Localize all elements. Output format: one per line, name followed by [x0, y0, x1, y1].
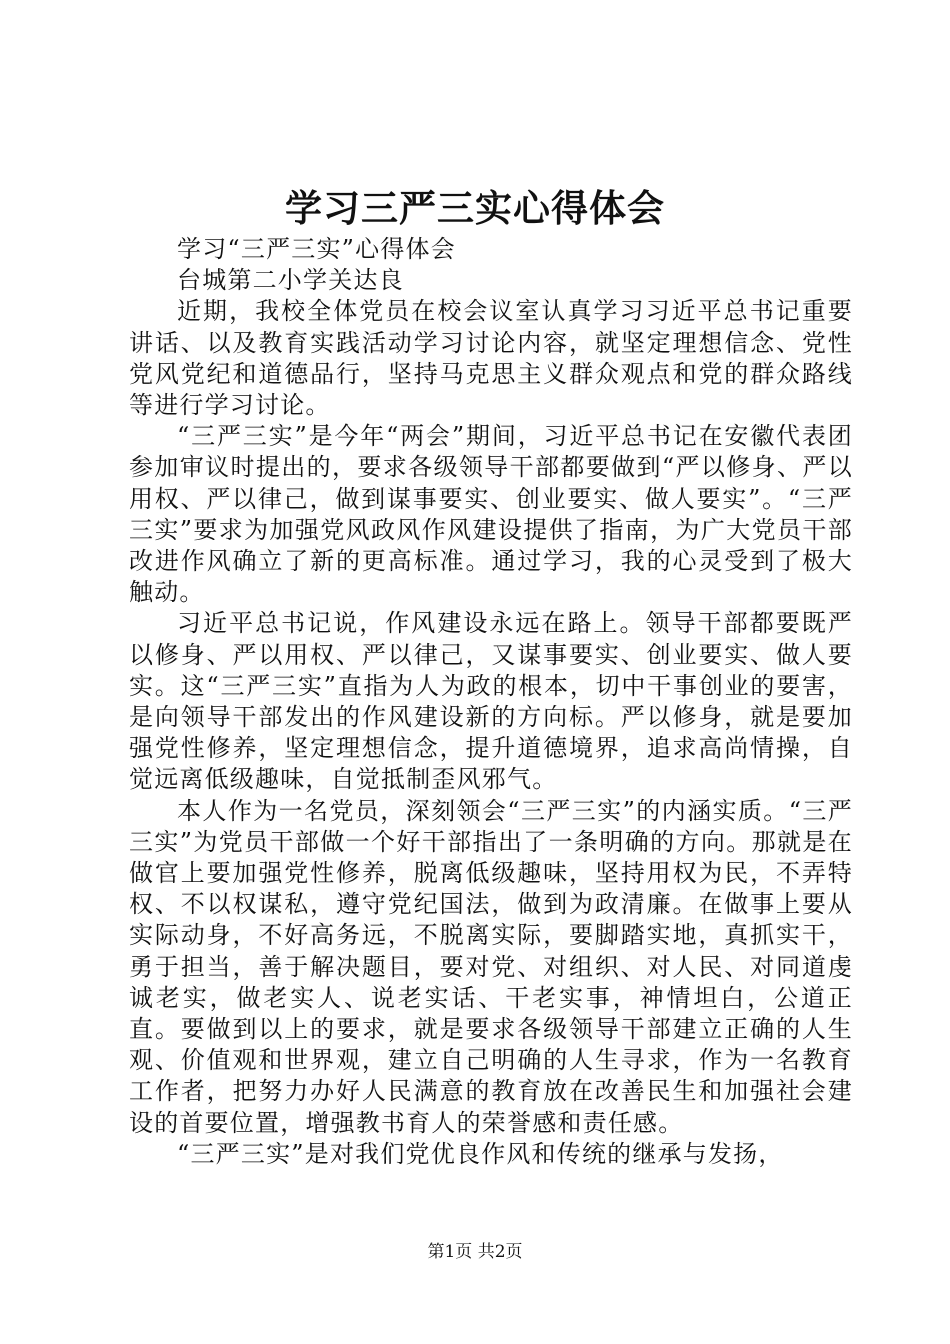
paragraph-author: 台城第二小学关达良: [177, 266, 404, 295]
document-body: [129, 234, 853, 1170]
document-title: 学习三严三实心得体会: [285, 186, 665, 230]
paragraph-body: 习近平总书记说，作风建设永远在路上。领导干部都要既严以修身、严以用权、严以律己，又谋事要实、创业要实、做人要实。这“三严三实”直指为人为政的根本，切中干事创业的要害，是向领导干部发出的作风建设新的方向标。严以修身，就是要加强党性修养，坚定理想信念，提升道德境界，追求高尚情操，自觉远离低级趣味，自觉抵制歪风邪气。: [129, 609, 853, 794]
paragraph-body: “三严三实”是对我们党优良作风和传统的继承与发扬，: [177, 1139, 784, 1168]
paragraph-body: 本人作为一名党员，深刻领会“三严三实”的内涵实质。“三严三实”为党员干部做一个好干部指出了一条明确的方向。那就是在做官上要加强党性修养，脱离低级趣味，坚持用权为民，不弄特权、不以权谋私，遵守党纪国法，做到为政清廉。在做事上要从实际动身，不好高务远，不脱离实际，要脚踏实地，真抓实干，勇于担当，善于解决题目，要对党、对组织、对人民、对同道虔诚老实，做老实人、说老实话、干老实事，神情坦白，公道正直。要做到以上的要求，就是要求各级领导干部建立正确的人生观、价值观和世界观，建立自己明确的人生寻求，作为一名教育工作者，把努力办好人民满意的教育放在改善民生和加强社会建设的首要位置，增强教书育人的荣誉感和责任感。: [129, 796, 853, 1137]
paragraph-body: 近期，我校全体党员在校会议室认真学习习近平总书记重要讲话、以及教育实践活动学习讨论内容，就坚定理想信念、党性党风党纪和道德品行，坚持马克思主义群众观点和党的群众路线等进行学习讨论。: [129, 297, 853, 420]
paragraph-body: “三严三实”是今年“两会”期间，习近平总书记在安徽代表团参加审议时提出的，要求各级领导干部都要做到“严以修身、严以用权、严以律己，做到谋事要实、创业要实、做人要实”。“三严三实”要求为加强党风政风作风建设提供了指南，为广大党员干部改进作风确立了新的更高标准。通过学习，我的心灵受到了极大触动。: [129, 422, 853, 607]
paragraph-subtitle: 学习“三严三实”心得体会: [177, 235, 456, 263]
page-number-footer: 第1页 共2页: [427, 1242, 523, 1262]
